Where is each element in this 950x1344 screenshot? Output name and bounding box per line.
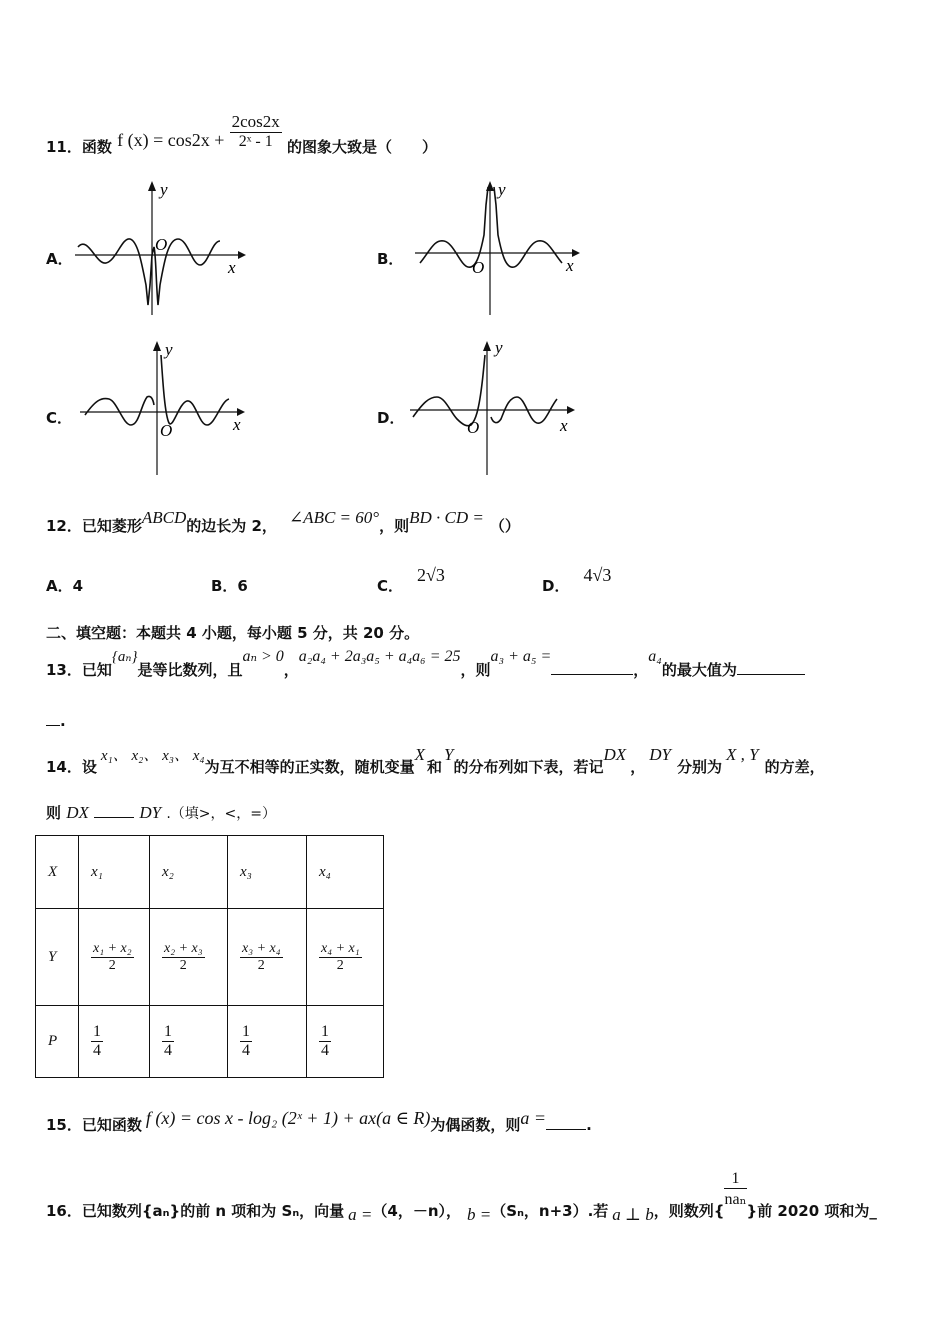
q14-DY: DY <box>649 745 671 764</box>
q14-comma: ， <box>630 758 646 776</box>
q12-option-a[interactable]: A．4 <box>46 577 84 595</box>
p-cell-2 <box>150 1006 228 1078</box>
q16-frac-den: naₙ <box>724 1191 747 1208</box>
p-cell-3-den: 4 <box>242 1042 250 1059</box>
q14-blank[interactable] <box>94 817 134 818</box>
q13-suffix: 的最大值为 <box>661 661 737 679</box>
graph-d-y-arrow <box>483 341 491 351</box>
q15-mid: 为偶函数，则 <box>430 1116 521 1134</box>
q14-line2-DX: DX <box>66 803 89 822</box>
q14-line2-prefix: 则 <box>46 804 62 822</box>
q16-vec-a-val: （4，－n）， <box>372 1202 462 1220</box>
y-cell-1-den: 2 <box>108 957 116 973</box>
y-cell-4-den: 2 <box>336 957 344 973</box>
q16-prefix: 16．已知数列{aₙ}的前 n 项和为 Sₙ，向量 <box>46 1202 345 1220</box>
q14-mid3: 分别为 <box>676 758 722 776</box>
graph-b <box>410 175 590 320</box>
q12-prefix: 12．已知菱形 <box>46 517 142 535</box>
q11-frac-num: 2cos2x <box>231 112 280 131</box>
row-header-p: P <box>36 1006 79 1078</box>
graph-d-x-label: x <box>560 416 568 435</box>
q12-option-c-label: C． <box>377 577 404 595</box>
y-cell-4-num: x₄ + x₁ <box>321 940 360 956</box>
q11-suffix: 的图象大致是（ ） <box>287 138 438 156</box>
q11-option-a-label[interactable]: A． <box>46 250 73 268</box>
p-cell-2-num: 1 <box>164 1023 172 1040</box>
table-row-p <box>36 1006 384 1078</box>
q14-line2-suffix: .（填>，<，=） <box>166 806 277 822</box>
y-cell-3-den: 2 <box>257 957 265 973</box>
q13-comma: ， <box>283 661 299 679</box>
p-cell-3 <box>228 1006 307 1078</box>
table-row-x <box>36 836 384 909</box>
y-cell-2-den: 2 <box>179 957 187 973</box>
q12-mid2: ，则 <box>379 517 410 535</box>
p-cell-1-num: 1 <box>93 1023 101 1040</box>
graph-a-curve <box>78 239 220 305</box>
q13-ask1: a₃ + a₅ = <box>490 648 552 665</box>
q14-line2 <box>46 802 276 823</box>
y-cell-1 <box>79 909 150 1006</box>
q11-option-d-label[interactable]: D． <box>377 409 405 427</box>
q12-angle: ∠ABC = 60° <box>288 508 380 527</box>
q12-option-c-value: 2√3 <box>417 565 445 585</box>
p-cell-4-den: 4 <box>321 1042 329 1059</box>
p-cell-3-num: 1 <box>242 1023 250 1040</box>
q13-mid1: 是等比数列，且 <box>137 661 243 679</box>
q14-line2-DY: DY <box>139 803 162 822</box>
graph-a-x-label: x <box>228 258 236 277</box>
y-cell-4 <box>307 909 384 1006</box>
q11-option-c-label[interactable]: C． <box>46 409 73 427</box>
q12-mid1: 的边长为 2， <box>186 517 277 535</box>
p-cell-2-den: 4 <box>164 1042 172 1059</box>
q11-prefix: 11．函数 <box>46 138 112 156</box>
q12-suffix: （） <box>489 517 520 535</box>
table-row-y <box>36 909 384 1006</box>
q13-cond: aₙ > 0 <box>242 648 284 665</box>
question-14 <box>46 744 825 776</box>
q13-prefix: 13．已知 <box>46 661 112 679</box>
graph-d-curve <box>413 355 557 426</box>
q13-mid3: ， <box>633 661 649 679</box>
y-cell-3 <box>228 909 307 1006</box>
q11-frac-den: 2ˣ - 1 <box>238 133 273 150</box>
graph-d <box>405 335 585 480</box>
q11-fraction <box>230 112 282 151</box>
x-cell-4: x₄ <box>307 836 384 909</box>
q15-formula: f (x) = cos x - log₂ (2ˣ + 1) + ax(a ∈ R) <box>145 1108 431 1128</box>
q12-option-d-label: D． <box>542 577 570 595</box>
question-15 <box>46 1108 592 1134</box>
q14-Y: Y <box>444 745 454 764</box>
q13-blank-2[interactable] <box>737 674 805 675</box>
q14-mid2: 的分布列如下表，若记 <box>453 758 604 776</box>
q16-fraction <box>724 1170 746 1209</box>
q16-vec-b-val: （Sₙ，n+3）.若 <box>491 1202 609 1220</box>
y-cell-1-num: x₁ + x₂ <box>93 940 132 956</box>
q12-option-d[interactable] <box>542 565 612 596</box>
q14-vars: x₁、 x₂、 x₃、 x₄ <box>100 748 205 764</box>
q12-expr: BD · CD = <box>409 508 484 527</box>
q15-end: . <box>586 1116 592 1134</box>
x-cell-3: x₃ <box>228 836 307 909</box>
q11-option-b-label[interactable]: B． <box>377 250 404 268</box>
graph-d-x-arrow <box>567 406 575 414</box>
q14-prefix: 14．设 <box>46 758 97 776</box>
y-cell-3-num: x₃ + x₄ <box>242 940 281 956</box>
q15-blank[interactable] <box>546 1129 586 1130</box>
graph-a-y-label: y <box>160 180 168 199</box>
question-13 <box>46 645 805 679</box>
q12-option-c[interactable] <box>377 565 445 596</box>
graph-b-curve <box>420 187 562 267</box>
p-cell-1-den: 4 <box>93 1042 101 1059</box>
q14-mid1: 为互不相等的正实数，随机变量 <box>204 758 415 776</box>
q13-eq: a₂a₄ + 2a₃a₅ + a₄a₆ = 25 <box>298 648 461 665</box>
question-11 <box>46 102 438 156</box>
x-cell-1: x₁ <box>79 836 150 909</box>
q13-continuation <box>46 712 66 730</box>
q14-DX: DX <box>603 745 627 764</box>
graph-c-y-label: y <box>165 340 173 359</box>
q16-frac-num: 1 <box>724 1170 746 1189</box>
row-header-x: X <box>36 836 79 909</box>
q11-formula-lhs: f (x) = cos2x + <box>117 130 225 150</box>
q14-and: 和 <box>427 758 443 776</box>
q15-ask: a = <box>520 1108 547 1128</box>
section-2-heading: 二、填空题：本题共 4 小题，每小题 5 分，共 20 分。 <box>46 624 420 642</box>
graph-c-y-arrow <box>153 341 161 351</box>
q12-option-d-value: 4√3 <box>583 565 612 585</box>
q16-perp: a ⊥ b <box>612 1205 654 1224</box>
graph-a-x-arrow <box>238 251 246 259</box>
q12-option-b[interactable]: B．6 <box>211 577 248 595</box>
graph-d-y-label: y <box>495 338 503 357</box>
p-cell-4 <box>307 1006 384 1078</box>
p-cell-1 <box>79 1006 150 1078</box>
question-16 <box>46 1164 877 1224</box>
graph-c-x-label: x <box>233 415 241 434</box>
graph-c-origin-label: O <box>160 421 173 440</box>
q13-blank-2-cont[interactable] <box>46 725 60 726</box>
graph-d-origin-label: O <box>467 418 480 437</box>
x-cell-2: x₂ <box>150 836 228 909</box>
y-cell-2 <box>150 909 228 1006</box>
q12-shape: ABCD <box>141 508 187 527</box>
y-cell-2-num: x₂ + x₃ <box>164 940 203 956</box>
row-header-y: Y <box>36 909 79 1006</box>
q13-mid2: ，则 <box>460 661 491 679</box>
p-cell-4-num: 1 <box>321 1023 329 1040</box>
q15-prefix: 15．已知函数 <box>46 1116 142 1134</box>
q14-X: X <box>414 745 426 764</box>
q13-ask2: a₄ <box>648 648 662 665</box>
distribution-table <box>35 835 384 1078</box>
q13-blank-1[interactable] <box>551 674 633 675</box>
graph-b-origin-label: O <box>472 258 485 277</box>
graph-b-y-label: y <box>498 180 506 199</box>
graph-a <box>70 175 250 320</box>
q16-mid: ，则数列{ <box>653 1202 725 1220</box>
q16-suffix: }前 2020 项和为_ <box>746 1202 877 1220</box>
graph-a-origin-label: O <box>155 235 168 254</box>
q13-seq: {aₙ} <box>111 649 138 665</box>
q14-suffix: 的方差， <box>764 758 825 776</box>
q16-vec-b: b = <box>467 1205 492 1224</box>
q16-vec-a: a = <box>348 1205 373 1224</box>
graph-a-y-arrow <box>148 181 156 191</box>
q14-XY: X , Y <box>725 745 759 764</box>
graph-b-x-label: x <box>566 256 574 275</box>
graph-c <box>75 335 255 480</box>
q13-end: . <box>60 712 66 730</box>
question-12 <box>46 507 520 535</box>
